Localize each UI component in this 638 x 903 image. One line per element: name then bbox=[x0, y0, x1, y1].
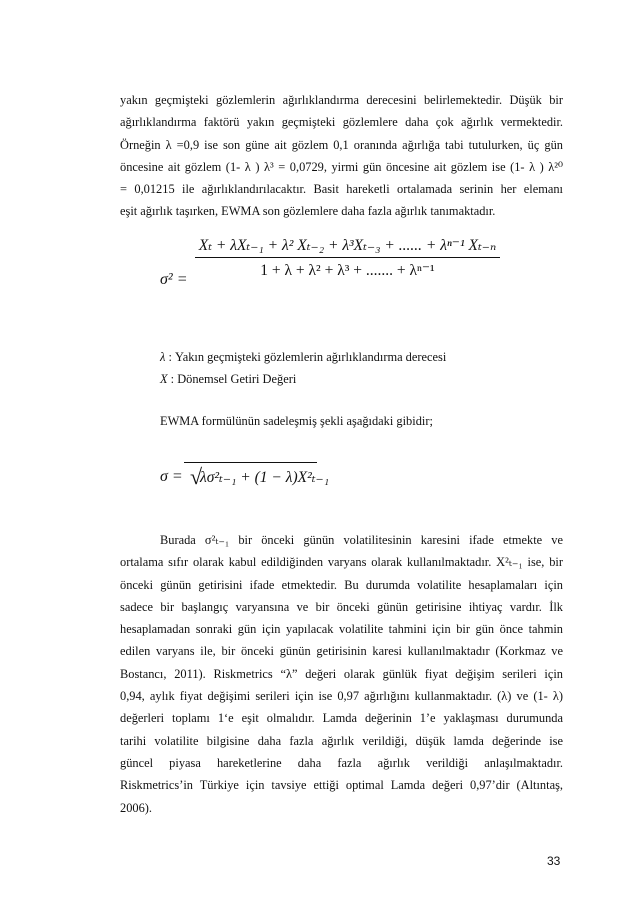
text-line: 2006). bbox=[120, 800, 153, 815]
equation1-denominator: 1 + λ + λ² + λ³ + ....... + λⁿ⁻¹ bbox=[260, 262, 435, 279]
text-line: hesaplamadan sonraki gün için yapılacak volatilite tahmini için bir gün önce tahmin bbox=[120, 622, 563, 637]
equation2-body: λσ²ₜ₋₁ + (1 − λ)X²ₜ₋₁ bbox=[200, 469, 330, 486]
text-line: = 0,01215 ile ağırlıklandırılacaktır. Basit hareketli ortalamada serinin her elemanı bbox=[120, 182, 563, 197]
text-line: güncel piyasa hareketlerine daha fazla ağırlık verildiği anlaşılmaktadır. bbox=[120, 755, 563, 770]
equation1-numerator: Xₜ + λXₜ₋₁ + λ² Xₜ₋₂ + λ³Xₜ₋₃ + ...... + λⁿ⁻¹ Xₜ₋ₙ bbox=[198, 237, 497, 254]
page-number: 33 bbox=[547, 854, 561, 868]
equation1-fraction bbox=[195, 236, 500, 280]
text-line: edilen varyans ile, bir önceki günün getirisinin karesi kullanılmaktadır (Korkmaz ve bbox=[120, 644, 563, 659]
text-line: Örneğin λ =0,9 ise son güne ait gözlem 0,1 oranında ağırlığa tabi tutulurken, üç gün bbox=[120, 137, 563, 152]
definition-symbol: X bbox=[160, 372, 168, 386]
paragraph-ewma-explanation bbox=[120, 529, 563, 819]
definition-lambda bbox=[160, 350, 446, 365]
definition-text: : Yakın geçmişteki gözlemlerin ağırlıklandırma derecesi bbox=[165, 350, 447, 364]
text-line: öncesine ait gözlem (1- λ ) λ³ = 0,0729, yirmi gün öncesine ait gözlem ise (1- λ ) λ²⁰ bbox=[120, 159, 563, 174]
text-line: eşit ağırlık taşırken, EWMA son gözlemlere daha fazla ağırlık tanımaktadır. bbox=[120, 204, 496, 219]
definition-x bbox=[160, 372, 296, 387]
text-line: tarihi volatilite bilgisine daha fazla ağırlık verildiği, düşük lamda değerinde ise bbox=[120, 733, 563, 748]
sqrt-overline bbox=[184, 462, 317, 463]
definition-symbol: λ bbox=[160, 350, 166, 364]
text-line: Riskmetrics’in Türkiye için tavsiye ettiği optimal Lamda değeri 0,97’dir (Altıntaş, bbox=[120, 778, 563, 793]
text-line: Bostancı, 2011). Riskmetrics “λ” değeri olarak günlük fiyat değişim serileri için bbox=[120, 666, 563, 681]
equation1-lhs: σ² = bbox=[160, 271, 188, 288]
text-line: ağırlıklandırma faktörü yakın geçmişteki gözlemlere daha çok ağırlık vermektedir. bbox=[120, 115, 563, 130]
paragraph-lambda-weighting bbox=[120, 89, 563, 223]
definition-text: : Dönemsel Getiri Değeri bbox=[167, 372, 297, 386]
text-line: önceki günün getirisini ifade etmektedir. Bu durumda volatilite hesaplamaları için bbox=[120, 577, 563, 592]
sqrt-icon: √ bbox=[190, 464, 203, 489]
text-line: sadece bir başlangıç varyansına ve bir önceki günün getirisine ihtiyaç vardır. İlk bbox=[120, 599, 563, 614]
text-line: 0,94, aylık fiyat değişimi serileri için ise 0,97 ağırlığını kullanmaktadır. (λ) ve (1- λ) bbox=[120, 689, 563, 704]
text-line: Burada σ²ₜ₋₁ bir önceki günün volatilitesinin karesini ifade etmekte ve bbox=[160, 533, 563, 547]
text-line: yakın geçmişteki gözlemlerin ağırlıklandırma derecesini belirlemektedir. Düşük bir bbox=[120, 93, 563, 107]
text-line: ortalama sıfır olarak kabul edildiğinden varyans olarak kullanılmaktadır. X²ₜ₋₁ ise, bir bbox=[120, 555, 563, 570]
fraction-bar bbox=[195, 257, 500, 258]
ewma-intro: EWMA formülünün sadeleşmiş şekli aşağıdaki gibidir; bbox=[160, 414, 433, 428]
equation2-lhs: σ = bbox=[160, 468, 183, 485]
text-line: değerleri toplamı 1‘e eşit olmalıdır. Lamda değerinin 1’e yaklaşması durumunda bbox=[120, 711, 563, 726]
